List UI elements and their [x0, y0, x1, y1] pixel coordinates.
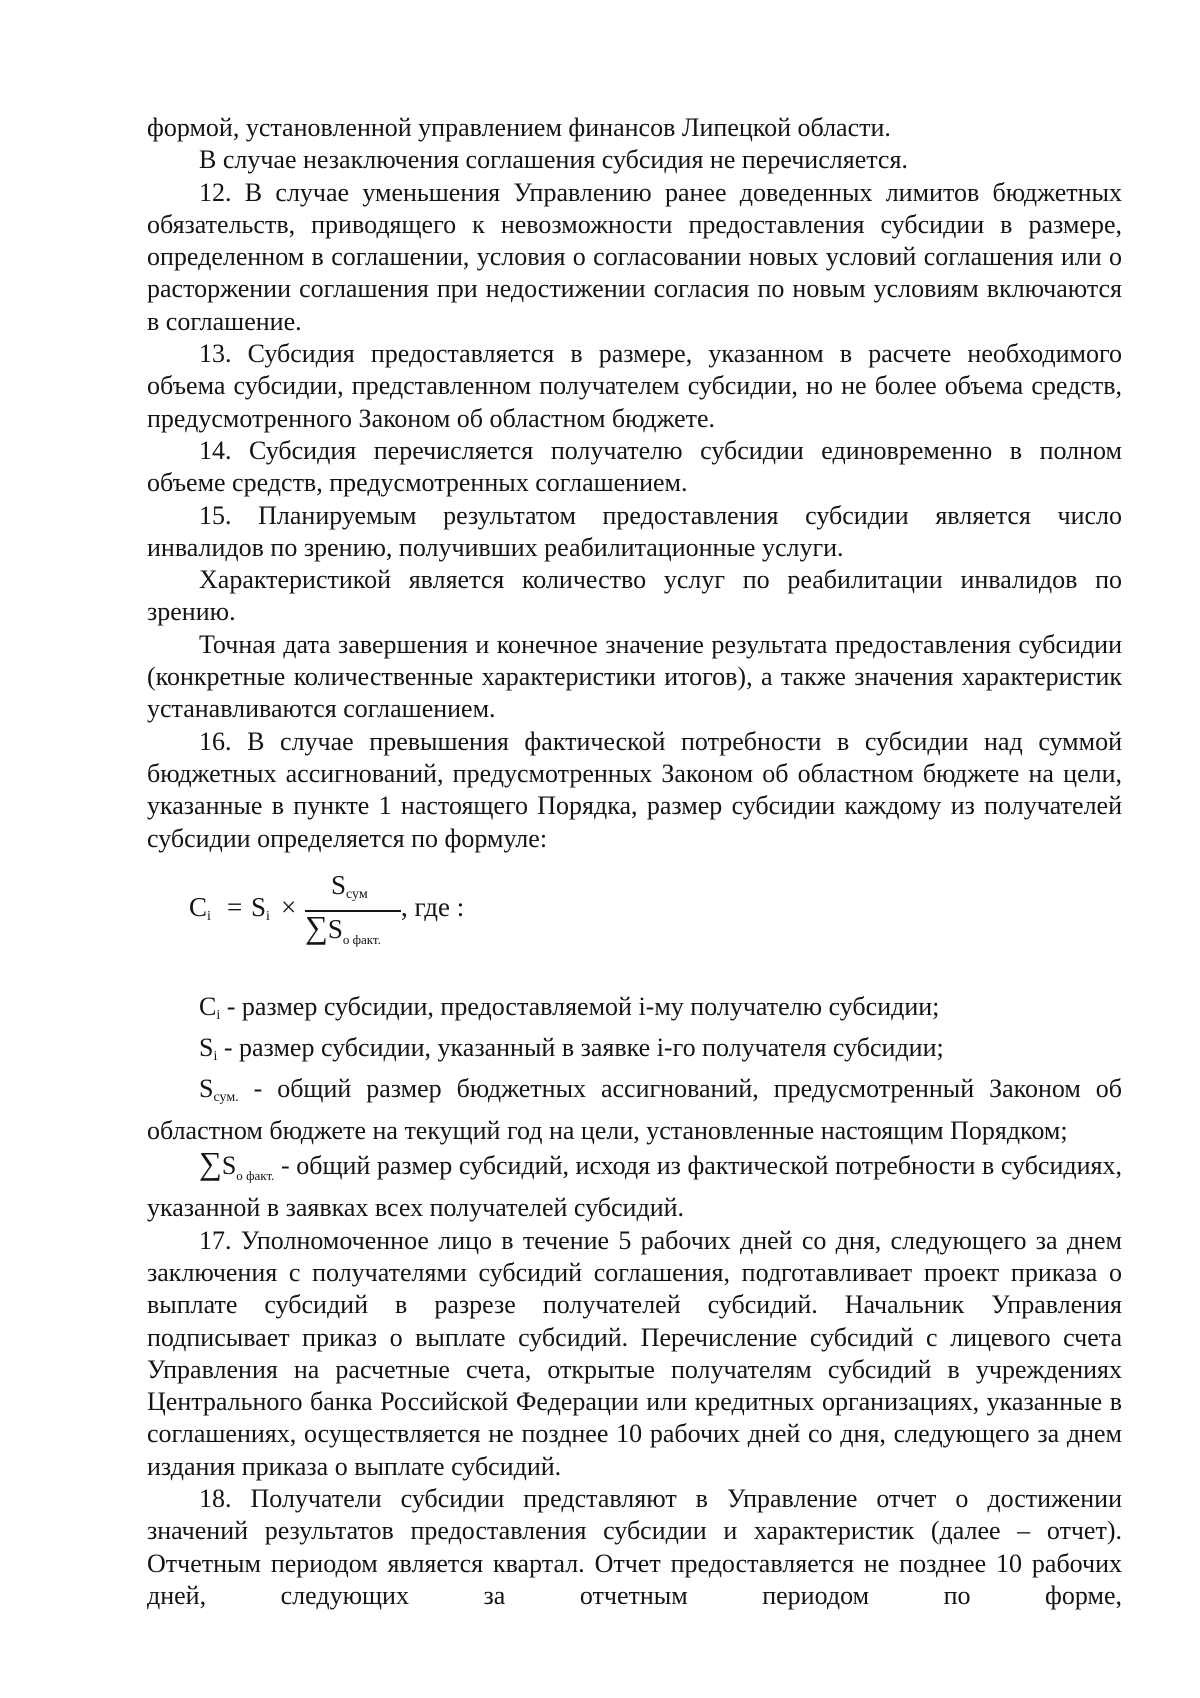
paragraph-13: 13. Субсидия предоставляется в размере, указанном в расчете необходимого объема субсидии, представленном получателем субсидии, но не более объема средств, предусмотренного Законом об областном бюджете. [147, 339, 1122, 433]
paragraph-16: 16. В случае превышения фактической потребности в субсидии над суммой бюджетных ассигнований, предусмотренных Законом об областном бюджете на цели, указанные в пункте 1 настоящего Порядка, размер субсидии каждому из получателей субсидии определяется по формуле: [147, 726, 1122, 853]
paragraph-18: 18. Получатели субсидии представляют в Управление отчет о достижении значений результатов предоставления субсидии и характеристик (далее – отчет). Отчетным периодом является квартал. Отчет предоставляется не позднее 10 рабочих дней, следующих за отчетным периодом по форме, [147, 1483, 1122, 1610]
definition-ci: $C_i$ - размер субсидии, предоставляемой i-му получателю субсидии; [199, 991, 940, 1023]
paragraph-15-date: Точная дата завершения и конечное значение результата предоставления субсидии (конкретные количественные характеристики итогов), а также значения характеристик устанавливаются соглашением. [147, 629, 1122, 724]
formula-equals: = [227, 891, 243, 922]
definition-sfact: $\sum S_{о факт.}$ - общий размер субсидий, исходя из фактической потребности в субсидиях, указанной в заявках всех получателей субсидий. [147, 1145, 1122, 1223]
paragraph-nonconclusion: В случае незаключения соглашения субсидия не перечисляется. [199, 145, 908, 175]
formula-si: $S_i$ [251, 891, 270, 924]
paragraph-intro: формой, установленной управлением финансов Липецкой области. [147, 113, 891, 142]
paragraph-12: 12. В случае уменьшения Управлению ранее доведенных лимитов бюджетных обязательств, приводящего к невозможности предоставления субсидии в размере, определенном в соглашении, условия о согласовании новых условий соглашения или о расторжении соглашения при недостижении согласия по новым условиям включаются в соглашение. [147, 177, 1122, 336]
formula-denominator: $\sum S_{о факт.}$ [305, 908, 381, 947]
formula-where: , где : [401, 891, 465, 922]
formula-lhs: $C_i$ [189, 891, 211, 924]
paragraph-14: 14. Субсидия перечисляется получателю субсидии единовременно в полном объеме средств, предусмотренных соглашением. [147, 435, 1122, 498]
paragraph-17: 17. Уполномоченное лицо в течение 5 рабочих дней со дня, следующего за днем заключения с получателями субсидий соглашения, подготавливает проект приказа о выплате субсидий в разрезе получателей субсидий. Начальник Управления подписывает приказ о выплате субсидий. Перечисление субсидий с лицевого счета Управления на расчетные счета, открытые получателям субсидий в учреждениях Центрального банка Российской Федерации или кредитных организациях, указанные в соглашениях, осуществляется не позднее 10 рабочих дней со дня, следующего за днем издания приказа о выплате субсидий. [147, 1225, 1122, 1481]
definition-ssum: $S_{сум.}$ - общий размер бюджетных ассигнований, предусмотренный Законом об областном бюджете на текущий год на цели, установленные настоящим Порядком; [147, 1074, 1122, 1145]
subsidy-formula [147, 863, 1122, 983]
paragraph-15: 15. Планируемым результатом предоставления субсидии является число инвалидов по зрению, получивших реабилитационные услуги. [147, 500, 1122, 562]
document-page [147, 112, 1122, 1612]
formula-times: × [281, 891, 297, 922]
definition-si: $S_i$ - размер субсидии, указанный в заявке i-го получателя субсидии; [199, 1033, 944, 1065]
formula-numerator: $S_{сум}$ [331, 869, 368, 902]
paragraph-15-characteristic: Характеристикой является количество услуг по реабилитации инвалидов по зрению. [147, 565, 1122, 627]
